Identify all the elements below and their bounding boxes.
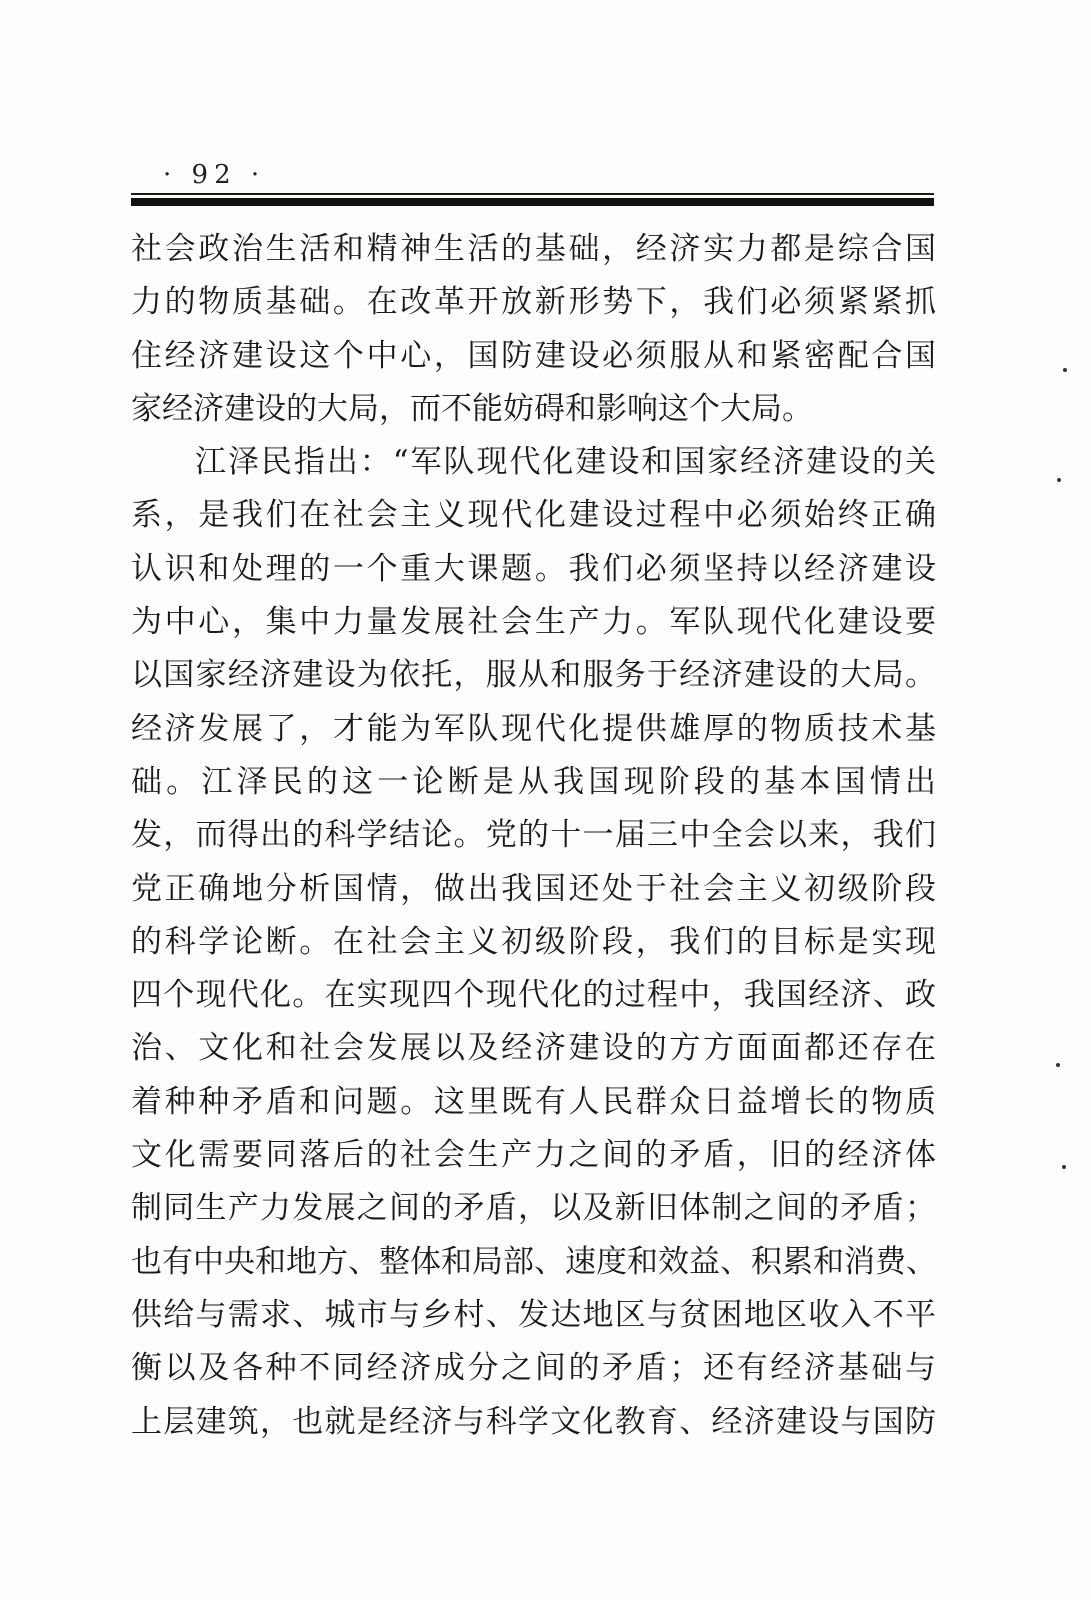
text-line: 供给与需求、城市与乡村、发达地区与贫困地区收入不平 bbox=[131, 1296, 936, 1333]
text-line: 江泽民指出：“军队现代化建设和国家经济建设的关 bbox=[195, 444, 936, 481]
text-line: 的科学论断。在社会主义初级阶段，我们的目标是实现 bbox=[131, 923, 936, 960]
text-line: 也有中央和地方、整体和局部、速度和效益、积累和消费、 bbox=[131, 1243, 937, 1280]
text-line: 衡以及各种不同经济成分之间的矛盾；还有经济基础与 bbox=[131, 1350, 936, 1387]
scan-speck bbox=[1063, 368, 1067, 372]
body-text bbox=[131, 223, 936, 1449]
paragraph-2 bbox=[131, 436, 936, 1449]
header-rule-thick bbox=[131, 198, 934, 206]
scan-speck bbox=[1056, 1063, 1060, 1067]
text-line: 住经济建设这个中心，国防建设必须服从和紧密配合国 bbox=[131, 337, 936, 374]
text-line: 家经济建设的大局，而不能妨碍和影响这个大局。 bbox=[131, 390, 813, 427]
text-line: 文化需要同落后的社会生产力之间的矛盾，旧的经济体 bbox=[131, 1137, 936, 1174]
text-line: 治、文化和社会发展以及经济建设的方方面面都还存在 bbox=[131, 1030, 936, 1067]
page-number: · 92 · bbox=[163, 160, 266, 190]
text-line: 力的物质基础。在改革开放新形势下，我们必须紧紧抓 bbox=[131, 284, 936, 321]
text-line: 社会政治生活和精神生活的基础，经济实力都是综合国 bbox=[131, 231, 936, 267]
text-line: 党正确地分析国情，做出我国还处于社会主义初级阶段 bbox=[131, 870, 936, 907]
text-line: 四个现代化。在实现四个现代化的过程中，我国经济、政 bbox=[131, 977, 936, 1014]
text-line: 础。江泽民的这一论断是从我国现阶段的基本国情出 bbox=[131, 763, 936, 800]
text-line: 系，是我们在社会主义现代化建设过程中必须始终正确 bbox=[131, 497, 936, 534]
text-line: 经济发展了，才能为军队现代化提供雄厚的物质技术基 bbox=[131, 710, 936, 747]
text-line: 认识和处理的一个重大课题。我们必须坚持以经济建设 bbox=[131, 550, 936, 587]
header-rule-thin bbox=[131, 193, 934, 195]
scan-speck bbox=[1057, 478, 1061, 482]
paragraph-1 bbox=[131, 223, 936, 436]
text-line: 制同生产力发展之间的矛盾，以及新旧体制之间的矛盾； bbox=[131, 1190, 936, 1227]
scan-speck bbox=[1062, 1165, 1066, 1169]
text-line: 为中心，集中力量发展社会生产力。军队现代化建设要 bbox=[131, 604, 936, 641]
text-line: 发，而得出的科学结论。党的十一届三中全会以来，我们 bbox=[131, 817, 936, 854]
text-line: 着种种矛盾和问题。这里既有人民群众日益增长的物质 bbox=[131, 1083, 936, 1120]
text-line: 以国家经济建设为依托，服从和服务于经济建设的大局。 bbox=[131, 657, 936, 694]
text-line: 上层建筑，也就是经济与科学文化教育、经济建设与国防 bbox=[131, 1403, 936, 1440]
